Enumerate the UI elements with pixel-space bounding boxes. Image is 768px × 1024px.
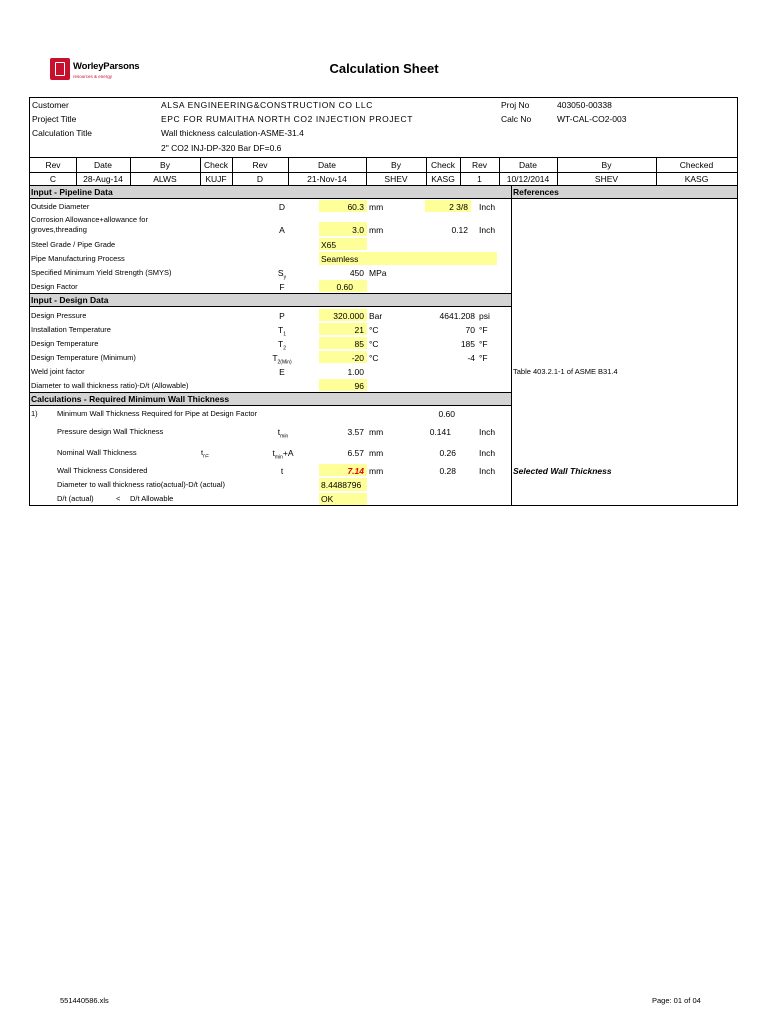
- proj-no-value: 403050-00338: [557, 100, 612, 110]
- design-temp-unit: °C: [369, 339, 379, 349]
- outside-diameter-value-inch: 2 3/8: [449, 202, 468, 212]
- installation-temp-symbol: $T_1$: [278, 325, 286, 338]
- wall-thickness-considered-unit: mm: [369, 466, 384, 476]
- rev-header: Check: [430, 160, 456, 170]
- dt-check-left: D/t (actual): [57, 494, 94, 503]
- rev-header: Rev: [252, 160, 268, 170]
- rev-header: Check: [203, 160, 229, 170]
- wall-thickness-considered-value-inch: 0.28: [439, 466, 456, 476]
- corrosion-allowance-value-inch: 0.12: [451, 225, 468, 235]
- rev-header: Rev: [471, 160, 488, 170]
- calc-item-number: 1): [31, 409, 38, 418]
- rev-header: Date: [318, 160, 336, 170]
- wall-thickness-considered-symbol: t: [280, 466, 284, 476]
- design-factor-symbol: F: [279, 282, 285, 292]
- installation-temp-label: Installation Temperature: [31, 325, 111, 334]
- design-temp-unit-f: °F: [479, 339, 488, 349]
- manufacturing-process-label: Pipe Manufacturing Process: [31, 254, 125, 263]
- pressure-design-thickness-value-inch: 0.141: [429, 427, 451, 437]
- nominal-wall-thickness-unit-inch: Inch: [479, 448, 496, 458]
- design-pressure-label: Design Pressure: [31, 311, 87, 320]
- rev-value: 1: [477, 174, 482, 184]
- nominal-wall-thickness-symbol: $t_{min}+A$: [272, 448, 294, 461]
- calculation-title-value: Wall thickness calculation-ASME-31.4: [161, 128, 304, 138]
- pressure-design-thickness-label: Pressure design Wall Thickness: [57, 427, 164, 436]
- references-header: References: [512, 186, 737, 198]
- design-pressure-unit-psi: psi: [479, 311, 490, 321]
- corrosion-allowance-unit: mm: [369, 225, 384, 235]
- outside-diameter-unit-inch: Inch: [479, 202, 496, 212]
- design-pressure-unit: Bar: [369, 311, 383, 321]
- calculation-table: [29, 97, 738, 506]
- steel-grade-label: Steel Grade / Pipe Grade: [31, 240, 116, 249]
- rev-value: 21-Nov-14: [307, 174, 347, 184]
- smys-label: Specified Minimum Yield Strength (SMYS): [31, 268, 172, 277]
- dt-check-result: OK: [321, 494, 334, 504]
- design-temp-label: Design Temperature: [31, 339, 99, 348]
- weld-joint-factor-symbol: E: [279, 367, 285, 377]
- design-temp-min-label: Design Temperature (Minimum): [31, 353, 136, 362]
- installation-temp-value: 21: [354, 325, 364, 335]
- nominal-wall-thickness-mid-symbol: $t_{n=}$: [201, 448, 209, 460]
- rev-value: ALWS: [153, 174, 177, 184]
- nominal-wall-thickness-label: Nominal Wall Thickness: [57, 448, 137, 457]
- rev-value: 10/12/2014: [506, 174, 550, 184]
- project-title-label: Project Title: [32, 114, 77, 124]
- calc-no-label: Calc No: [501, 114, 532, 124]
- dt-check-right: D/t Allowable: [130, 494, 174, 503]
- divider: [511, 185, 512, 505]
- wall-thickness-considered-value: 7.14: [347, 466, 364, 476]
- dt-check-operator: <: [116, 494, 121, 503]
- rev-header: By: [391, 160, 401, 170]
- design-pressure-value-psi: 4641.208: [439, 311, 475, 321]
- outside-diameter-label: Outside Diameter: [31, 202, 90, 211]
- smys-unit: MPa: [369, 268, 387, 278]
- design-temp-min-value-f: -4: [467, 353, 475, 363]
- project-title-value: EPC FOR RUMAITHA NORTH CO2 INJECTION PROJECT: [161, 114, 413, 124]
- calculation-subtitle-value: 2" CO2 INJ-DP-320 Bar DF=0.6: [161, 143, 282, 153]
- nominal-wall-thickness-unit: mm: [369, 448, 384, 458]
- corrosion-allowance-value: 3.0: [352, 225, 364, 235]
- customer-value: ALSA ENGINEERING&CONSTRUCTION CO LLC: [161, 100, 373, 110]
- page-title: Calculation Sheet: [329, 61, 439, 76]
- rev-value: D: [256, 174, 264, 184]
- rev-header: Date: [94, 160, 112, 170]
- rev-header: Checked: [679, 160, 714, 170]
- rev-value: SHEV: [594, 174, 619, 184]
- outside-diameter-unit: mm: [369, 202, 384, 212]
- installation-temp-unit-f: °F: [479, 325, 488, 335]
- design-temp-value: 85: [354, 339, 364, 349]
- installation-temp-unit: °C: [369, 325, 379, 335]
- design-pressure-value: 320.000: [333, 311, 364, 321]
- calc-no-value: WT-CAL-CO2-003: [557, 114, 627, 124]
- divider: [30, 306, 511, 307]
- design-temp-min-unit-f: °F: [479, 353, 488, 363]
- wall-thickness-considered-label: Wall Thickness Considered: [57, 466, 148, 475]
- smys-symbol: $S_y$: [277, 268, 287, 281]
- calculation-title-label: Calculation Title: [32, 128, 93, 138]
- min-wall-thickness-factor: 0.60: [438, 409, 455, 419]
- design-factor-label: Design Factor: [31, 282, 78, 291]
- divider: [30, 198, 737, 199]
- rev-value: C: [49, 174, 57, 184]
- wall-thickness-considered-unit-inch: Inch: [479, 466, 496, 476]
- pressure-design-thickness-unit-inch: Inch: [479, 427, 496, 437]
- dt-allowable-label: Diameter to wall thickness ratio)-D/t (Allowable): [31, 381, 189, 390]
- outside-diameter-value: 60.3: [347, 202, 364, 212]
- divider: [30, 157, 737, 158]
- corrosion-allowance-label: Corrosion Allowance+allowance for: [31, 215, 148, 224]
- design-temp-min-symbol: $T_{2(Min)}$: [272, 353, 292, 366]
- weld-joint-factor-value: 1.00: [347, 367, 364, 377]
- outside-diameter-symbol: D: [278, 202, 286, 212]
- rev-header: By: [601, 160, 612, 170]
- footer-filename: 551440586.xls: [60, 996, 109, 1005]
- logo-name: WorleyParsons: [73, 61, 140, 72]
- section-header-design: Input - Design Data: [30, 294, 511, 306]
- dt-actual-value: 8.4488796: [321, 480, 362, 490]
- pressure-design-thickness-unit: mm: [369, 427, 384, 437]
- design-temp-symbol: $T_2$: [278, 339, 286, 352]
- design-temp-min-value: -20: [351, 353, 364, 363]
- steel-grade-value: X65: [321, 240, 337, 250]
- rev-header: By: [160, 160, 170, 170]
- section-header-pipeline: Input - Pipeline Data: [30, 186, 511, 198]
- rev-value: 28-Aug-14: [83, 174, 123, 184]
- corrosion-allowance-unit-inch: Inch: [479, 225, 496, 235]
- customer-label: Customer: [32, 100, 69, 110]
- proj-no-label: Proj No: [501, 100, 530, 110]
- rev-header: Date: [519, 160, 537, 170]
- smys-value: 450: [349, 268, 364, 278]
- pressure-design-thickness-value: 3.57: [347, 427, 364, 437]
- dt-allowable-value: 96: [354, 381, 364, 391]
- divider: [30, 405, 511, 406]
- footer-page-number: Page: 01 of 04: [652, 996, 701, 1005]
- rev-header: Rev: [45, 160, 61, 170]
- corrosion-allowance-label-2: groves,threading: [31, 225, 87, 234]
- rev-value: KUJF: [205, 174, 227, 184]
- installation-temp-value-f: 70: [465, 325, 475, 335]
- divider: [30, 172, 737, 173]
- reference-note: Table 403.2.1-1 of ASME B31.4: [513, 367, 618, 376]
- nominal-wall-thickness-value: 6.57: [347, 448, 364, 458]
- design-pressure-symbol: P: [279, 311, 285, 321]
- dt-actual-label: Diameter to wall thickness ratio(actual)-D/t (actual): [57, 480, 225, 489]
- section-header-calculations: Calculations - Required Minimum Wall Thickness: [30, 393, 511, 405]
- rev-value: KASG: [684, 174, 709, 184]
- design-factor-value: 0.60: [336, 282, 353, 292]
- rev-value: SHEV: [384, 174, 408, 184]
- design-temp-value-f: 185: [460, 339, 475, 349]
- selected-wall-thickness-note: Selected Wall Thickness: [513, 466, 612, 476]
- manufacturing-process-value: Seamless: [321, 254, 359, 264]
- design-temp-min-unit: °C: [369, 353, 379, 363]
- nominal-wall-thickness-value-inch: 0.26: [439, 448, 456, 458]
- logo-tagline: resources & energy: [73, 74, 113, 79]
- pressure-design-thickness-symbol: $t_{min}$: [277, 427, 289, 440]
- min-wall-thickness-label: Minimum Wall Thickness Required for Pipe at Design Factor: [57, 409, 258, 418]
- rev-value: KASG: [431, 174, 455, 184]
- corrosion-allowance-symbol: A: [279, 225, 285, 235]
- weld-joint-factor-label: Weld joint factor: [31, 367, 85, 376]
